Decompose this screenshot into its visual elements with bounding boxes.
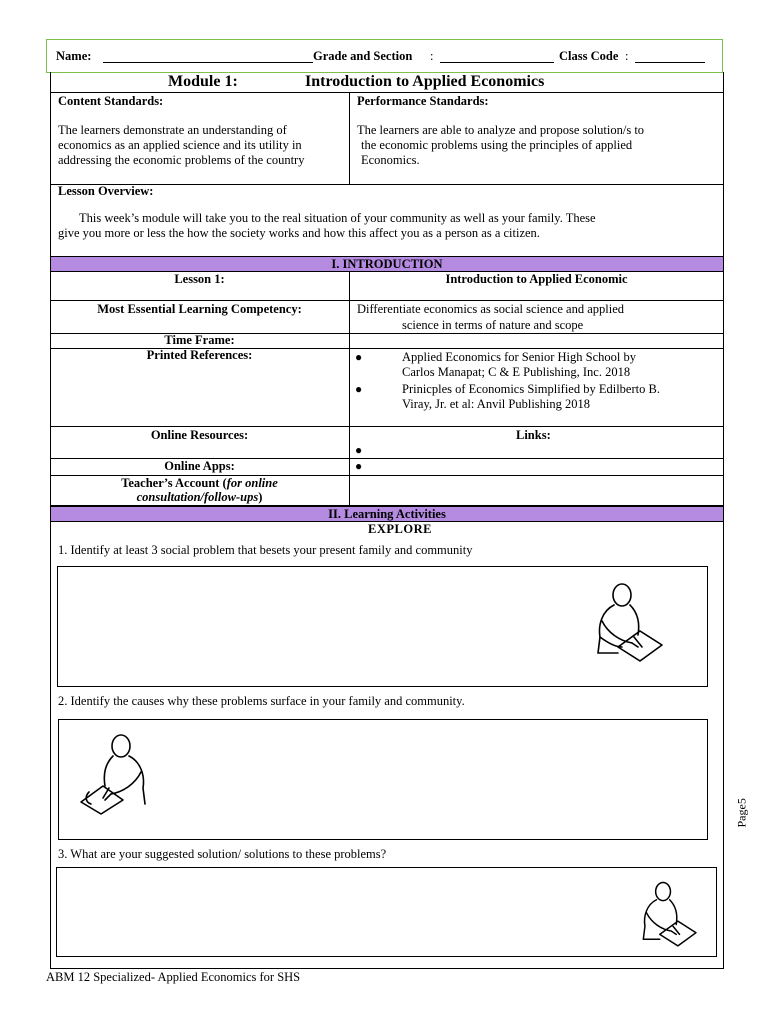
footer-text: ABM 12 Specialized- Applied Economics for SHS <box>46 970 301 984</box>
online-apps-label: Online Apps: <box>164 459 235 473</box>
lesson-overview-label: Lesson Overview: <box>58 184 154 198</box>
student-info-bar: Name: Grade and Section : Class Code : <box>46 39 723 73</box>
class-code-field[interactable] <box>635 62 705 63</box>
bullet-icon: ● <box>355 382 363 396</box>
bullet-icon: ● <box>355 459 363 473</box>
name-field[interactable] <box>103 62 313 63</box>
module-title-row <box>50 72 724 92</box>
name-label: Name: <box>56 49 92 63</box>
introduction-heading: I. INTRODUCTION <box>51 256 723 272</box>
class-code-label: Class Code <box>559 49 619 63</box>
teacher-account-label-cont: consultation/follow-ups) <box>136 490 263 504</box>
performance-standards-line3: Economics. <box>361 153 420 167</box>
content-standards-label: Content Standards: <box>58 94 164 108</box>
answer-box-3[interactable] <box>56 867 717 957</box>
reference-2-line1: Prinicples of Economics Simplified by Edilberto B. <box>402 382 660 396</box>
writing-person-icon <box>588 581 668 666</box>
bullet-icon: ● <box>355 350 363 364</box>
module-number: Module 1: <box>168 73 238 90</box>
question-2: 2. Identify the causes why these problems surface in your family and community. <box>58 694 465 708</box>
module-title: Introduction to Applied Economics <box>305 73 545 90</box>
learning-activities-heading: II. Learning Activities <box>51 506 723 522</box>
content-standards-text: The learners demonstrate an understanding of economics as an applied science and its utility in addressing the economic problems of the country <box>58 123 305 167</box>
melc-line2: science in terms of nature and scope <box>402 318 584 332</box>
links-label: Links: <box>516 428 551 442</box>
reference-1-line2: Carlos Manapat; C & E Publishing, Inc. 2018 <box>402 365 631 379</box>
melc-label: Most Essential Learning Competency: <box>97 302 302 316</box>
performance-standards-label: Performance Standards: <box>357 94 489 108</box>
question-1: 1. Identify at least 3 social problem that besets your present family and community <box>58 543 473 557</box>
answer-box-1[interactable] <box>57 566 708 687</box>
lesson-title: Introduction to Applied Economic <box>445 272 628 286</box>
lesson-overview-line2: give you more or less the how the society works and how this affect you as a person as a citizen. <box>58 226 540 240</box>
writing-person-icon <box>75 732 155 817</box>
lesson-label: Lesson 1: <box>174 272 225 286</box>
writing-person-icon <box>635 880 701 950</box>
answer-box-2[interactable] <box>58 719 708 840</box>
performance-standards-line1: The learners are able to analyze and propose solution/s to <box>357 123 645 137</box>
melc-line1: Differentiate economics as social science and applied <box>357 302 625 316</box>
printed-references-label: Printed References: <box>146 348 253 362</box>
grade-section-field[interactable] <box>440 62 554 63</box>
page-number: Page5 <box>734 798 749 828</box>
reference-1-line1: Applied Economics for Senior High School by <box>402 350 636 364</box>
bullet-icon: ● <box>355 443 363 457</box>
reference-2-line2: Viray, Jr. et al: Anvil Publishing 2018 <box>402 397 591 411</box>
performance-standards-line2: the economic problems using the principles of applied <box>361 138 633 152</box>
teacher-account-label: Teacher’s Account (for online <box>121 476 278 490</box>
online-resources-label: Online Resources: <box>150 428 249 442</box>
explore-heading: EXPLORE <box>368 522 432 536</box>
time-frame-label: Time Frame: <box>164 333 235 347</box>
grade-section-label: Grade and Section <box>313 49 413 63</box>
lesson-overview-line1: This week’s module will take you to the real situation of your community as well as your family. These <box>79 211 596 225</box>
question-3: 3. What are your suggested solution/ solutions to these problems? <box>58 847 387 861</box>
